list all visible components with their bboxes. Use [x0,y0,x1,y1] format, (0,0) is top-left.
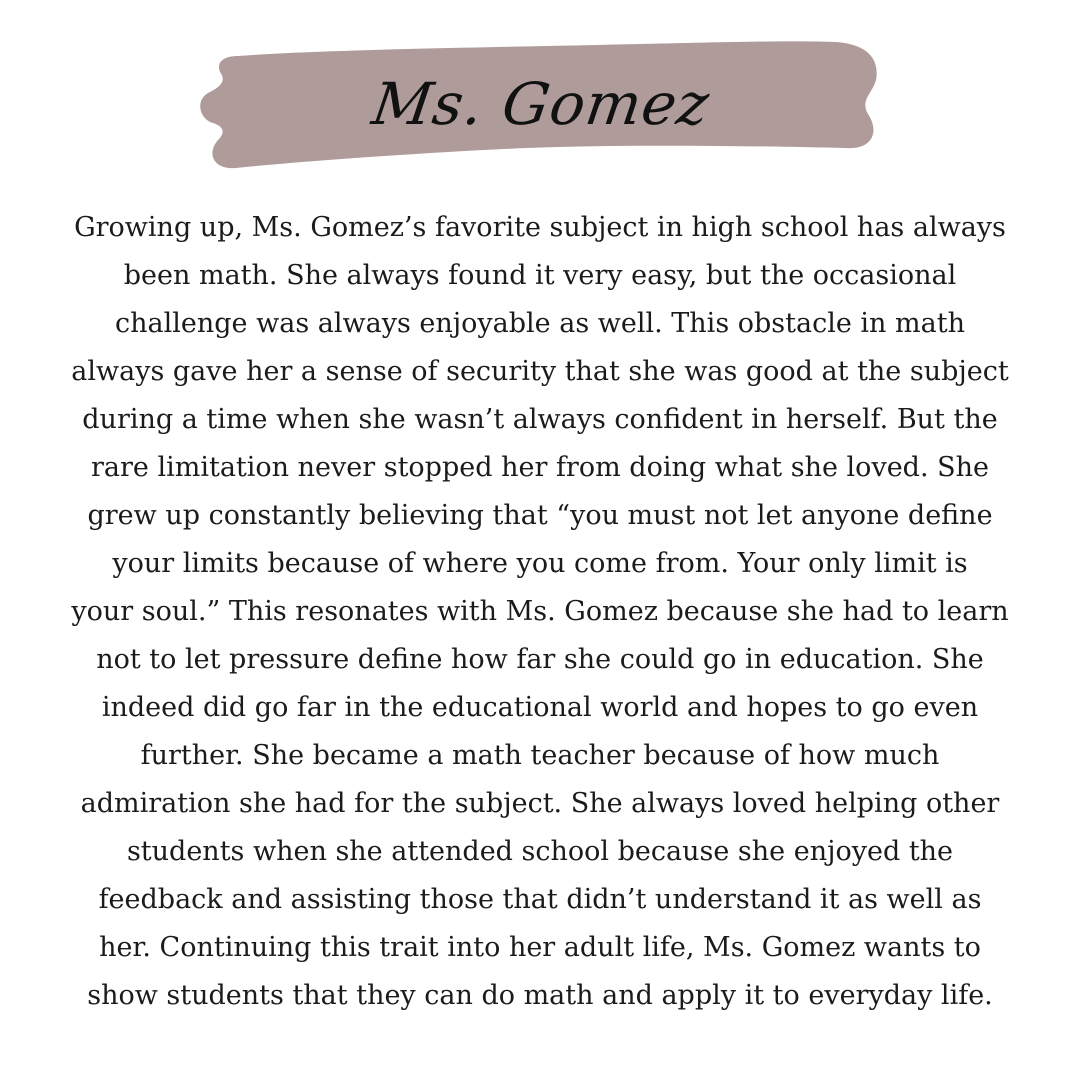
paragraph-line: rare limitation never stopped her from doing what she loved. She [90,452,989,483]
paragraph-line: students when she attended school because she enjoyed the [126,836,954,867]
paragraph-line: feedback and assisting those that didn’t understand it as well as [98,884,982,915]
biography-paragraph [40,204,1040,1020]
paragraph-line: her. Continuing this trait into her adult life, Ms. Gomez wants to [99,932,981,963]
paragraph-line: your soul.” This resonates with Ms. Gomez because she had to learn [71,596,1009,627]
paragraph-line: your limits because of where you come from. Your only limit is [112,548,968,579]
paragraph-line: grew up constantly believing that “you must not let anyone define [87,500,993,531]
paragraph-line: been math. She always found it very easy, but the occasional [123,260,957,291]
title-banner [196,36,886,184]
paragraph-line: always gave her a sense of security that she was good at the subject [71,356,1009,387]
page-title: Ms. Gomez [368,70,714,138]
paragraph-line: indeed did go far in the educational world and hopes to go even [101,692,979,723]
paragraph-line: further. She became a math teacher because of how much [140,740,940,771]
paragraph-line: Growing up, Ms. Gomez’s favorite subject in high school has always [74,212,1006,243]
paragraph-line: show students that they can do math and apply it to everyday life. [87,980,993,1011]
paragraph-line: not to let pressure define how far she could go in education. She [96,644,984,675]
paragraph-line: admiration she had for the subject. She always loved helping other [80,788,1000,819]
paragraph-line: during a time when she wasn’t always confident in herself. But the [82,404,998,435]
paragraph-line: challenge was always enjoyable as well. This obstacle in math [115,308,965,339]
